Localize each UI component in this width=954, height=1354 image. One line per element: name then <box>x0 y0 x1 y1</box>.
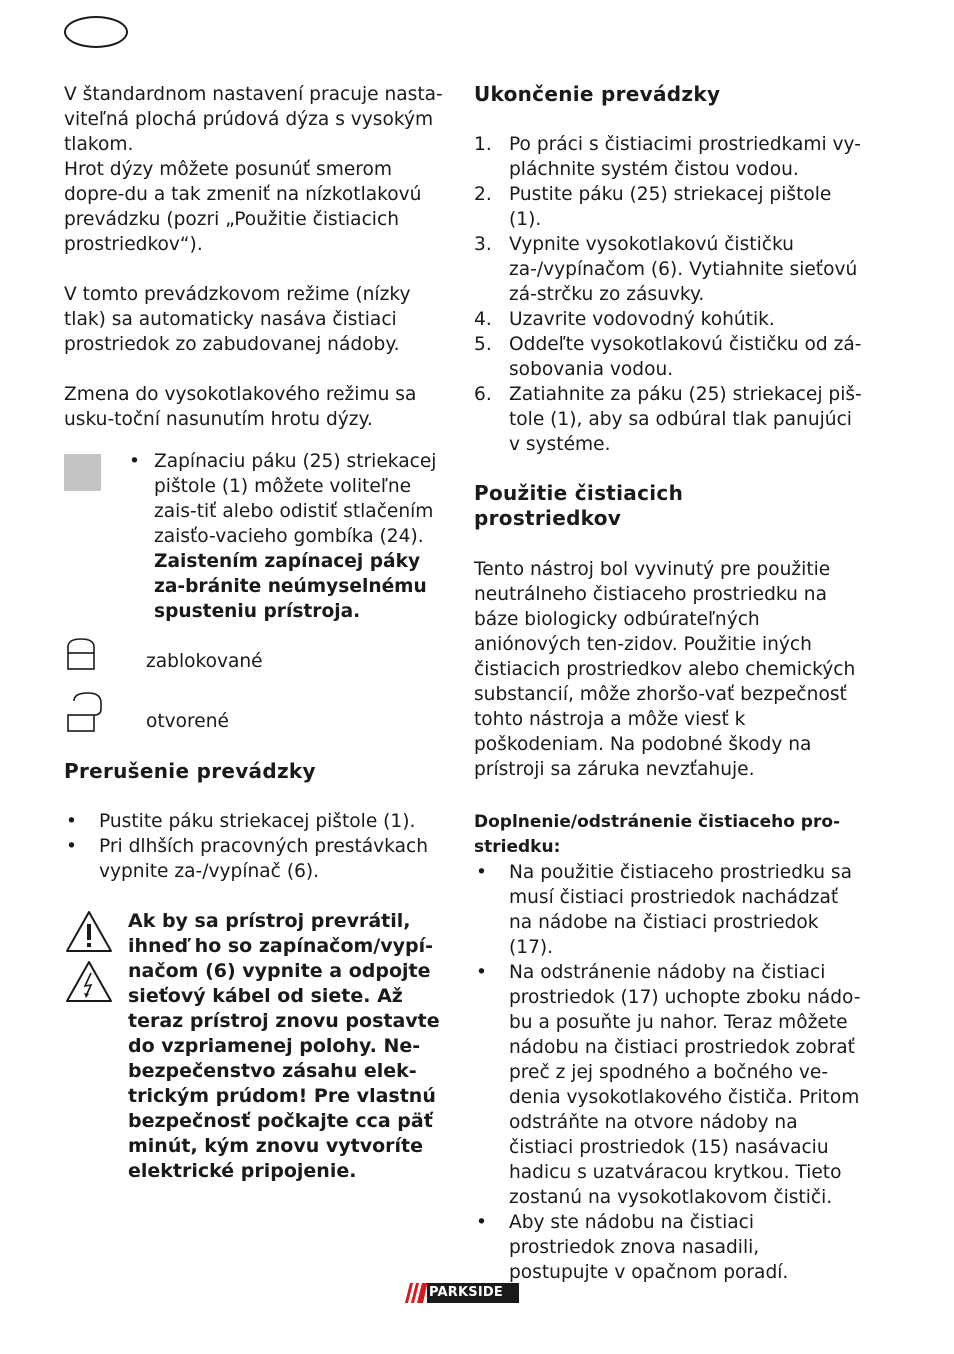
padlock-closed-icon <box>64 637 98 673</box>
warning-icons <box>64 909 114 1005</box>
paragraph: V tomto prevádzkovom režime (nízky tlak) sa automaticky nasáva čistiaci prostriedok zo zabudovanej nádoby. <box>64 284 411 355</box>
list-item: • Pustite páku striekacej pištole (1). <box>66 811 416 832</box>
padlock-open-icon <box>64 687 104 735</box>
paragraph: Hrot dýzy môžete posunúť smerom dopre-du a tak zmeniť na nízkotlakovú prevádzku (pozri „Použitie čistiacich prostriedkov“). <box>64 159 422 255</box>
warning-block <box>64 909 454 1184</box>
bullet-icon: • <box>66 836 77 857</box>
bullet-icon: • <box>66 811 77 832</box>
paragraph: V štandardnom nastavení pracuje nasta-viteľná plochá prúdová dýza s vysokým tlakom. <box>64 84 443 155</box>
note-text: Zapínaciu páku (25) striekacej pištole (1) môžete voliteľne zais-tiť alebo odistiť stlačením zaisťo-vacieho gombíka (24). <box>154 451 437 547</box>
section-heading: Prerušenie prevádzky <box>64 759 316 783</box>
bullet-icon: • <box>476 962 487 983</box>
list-item: • Na použitie čistiaceho prostriedku sa musí čistiaci prostriedok nachádzať na nádobe na čistiaci prostriedok (17). <box>476 862 852 958</box>
warning-text: Ak by sa prístroj prevrátil, ihneď ho so zapínačom/vypí-načom (6) vypnite a odpojte sieťový kábel od siete. Až teraz prístroj znovu postavte do vzpriamenej polohy. Ne-bezpečenstvo zásahu elek-trickým prúdom! Pre vlastnú bezpečnosť počkajte cca päť minút, kým znovu vytvoríte elektrické pripojenie. <box>128 910 440 1182</box>
bullet-icon: • <box>129 451 140 472</box>
note-marker-icon <box>64 454 101 491</box>
list-item: 6. Zatiahnite za páku (25) striekacej piš-tole (1), aby sa odbúral tlak panujúci v systéme. <box>474 384 862 455</box>
parkside-logo <box>403 1283 519 1303</box>
electric-shock-warning-icon <box>64 959 114 1005</box>
open-label: otvorené <box>146 711 229 732</box>
list-item: 4. Uzavrite vodovodný kohútik. <box>474 309 775 330</box>
paragraph: Zmena do vysokotlakového režimu sa usku-toční nasunutím hrotu dýzy. <box>64 384 417 430</box>
section-heading: Použitie čistiacich prostriedkov <box>474 481 684 530</box>
locked-row <box>64 637 454 687</box>
list-item: • Na odstránenie nádoby na čistiaci prostriedok (17) uchopte zboku nádo-bu a posuňte ju nahor. Teraz môžete nádobu na čistiaci prostriedok zobrať preč z jej spodného a bočného ve-denia vysokotlakového čističa. Pritom odstráňte na otvore nádoby na čistiaci prostriedok (15) nasávaciu hadicu s uzatváracou krytkou. Tieto zostanú na vysokotlakovom čističi. <box>476 962 861 1208</box>
bullet-icon: • <box>476 862 487 883</box>
list-item <box>129 449 454 624</box>
left-column <box>64 82 454 1184</box>
list-item: • Pri dlhších pracovných prestávkach vypnite za-/vypínač (6). <box>66 836 428 882</box>
list-item: 1. Po práci s čistiacimi prostriedkami vy-pláchnite systém čistou vodou. <box>474 134 861 180</box>
brand-name: PARKSIDE <box>429 1285 503 1300</box>
note-bold: Zaistením zapínacej páky za-bránite neúmyselnému spusteniu prístroja. <box>154 551 427 622</box>
warning-exclamation-icon <box>64 909 114 955</box>
subheading: Doplnenie/odstránenie čistiaceho pro-striedku: <box>474 812 841 857</box>
locked-label: zablokované <box>146 651 263 672</box>
end-steps-list <box>474 132 864 457</box>
list-item: • Aby ste nádobu na čistiaci prostriedok znova nasadili, postupujte v opačnom poradí. <box>476 1212 789 1283</box>
list-item: 3. Vypnite vysokotlakovú čističku za-/vypínačom (6). Vytiahnite sieťovú zá-strčku zo zásuvky. <box>474 234 858 305</box>
refill-list <box>474 860 864 1285</box>
list-item: 5. Oddeľte vysokotlakovú čističku od zá-sobovania vodou. <box>474 334 862 380</box>
right-column <box>474 82 864 1285</box>
language-badge <box>64 16 128 48</box>
bullet-icon: • <box>476 1212 487 1233</box>
paragraph: Tento nástroj bol vyvinutý pre použitie neutrálneho čistiaceho prostriedku na báze biologicky odbúrateľných aniónových ten-zidov. Použitie iných čistiacich prostriedkov alebo chemických substancií, môže zhoršo-vať bezpečnosť tohto nástroja a môže viesť k poškodeniam. Na podobné škody na prístroji sa záruka nevzťahuje. <box>474 559 856 780</box>
logo-stripes-icon <box>403 1283 427 1303</box>
interrupt-list <box>64 809 454 884</box>
lock-note <box>64 449 454 624</box>
open-row <box>64 687 454 737</box>
section-heading: Ukončenie prevádzky <box>474 82 721 106</box>
list-item: 2. Pustite páku (25) striekacej pištole (1). <box>474 184 832 230</box>
